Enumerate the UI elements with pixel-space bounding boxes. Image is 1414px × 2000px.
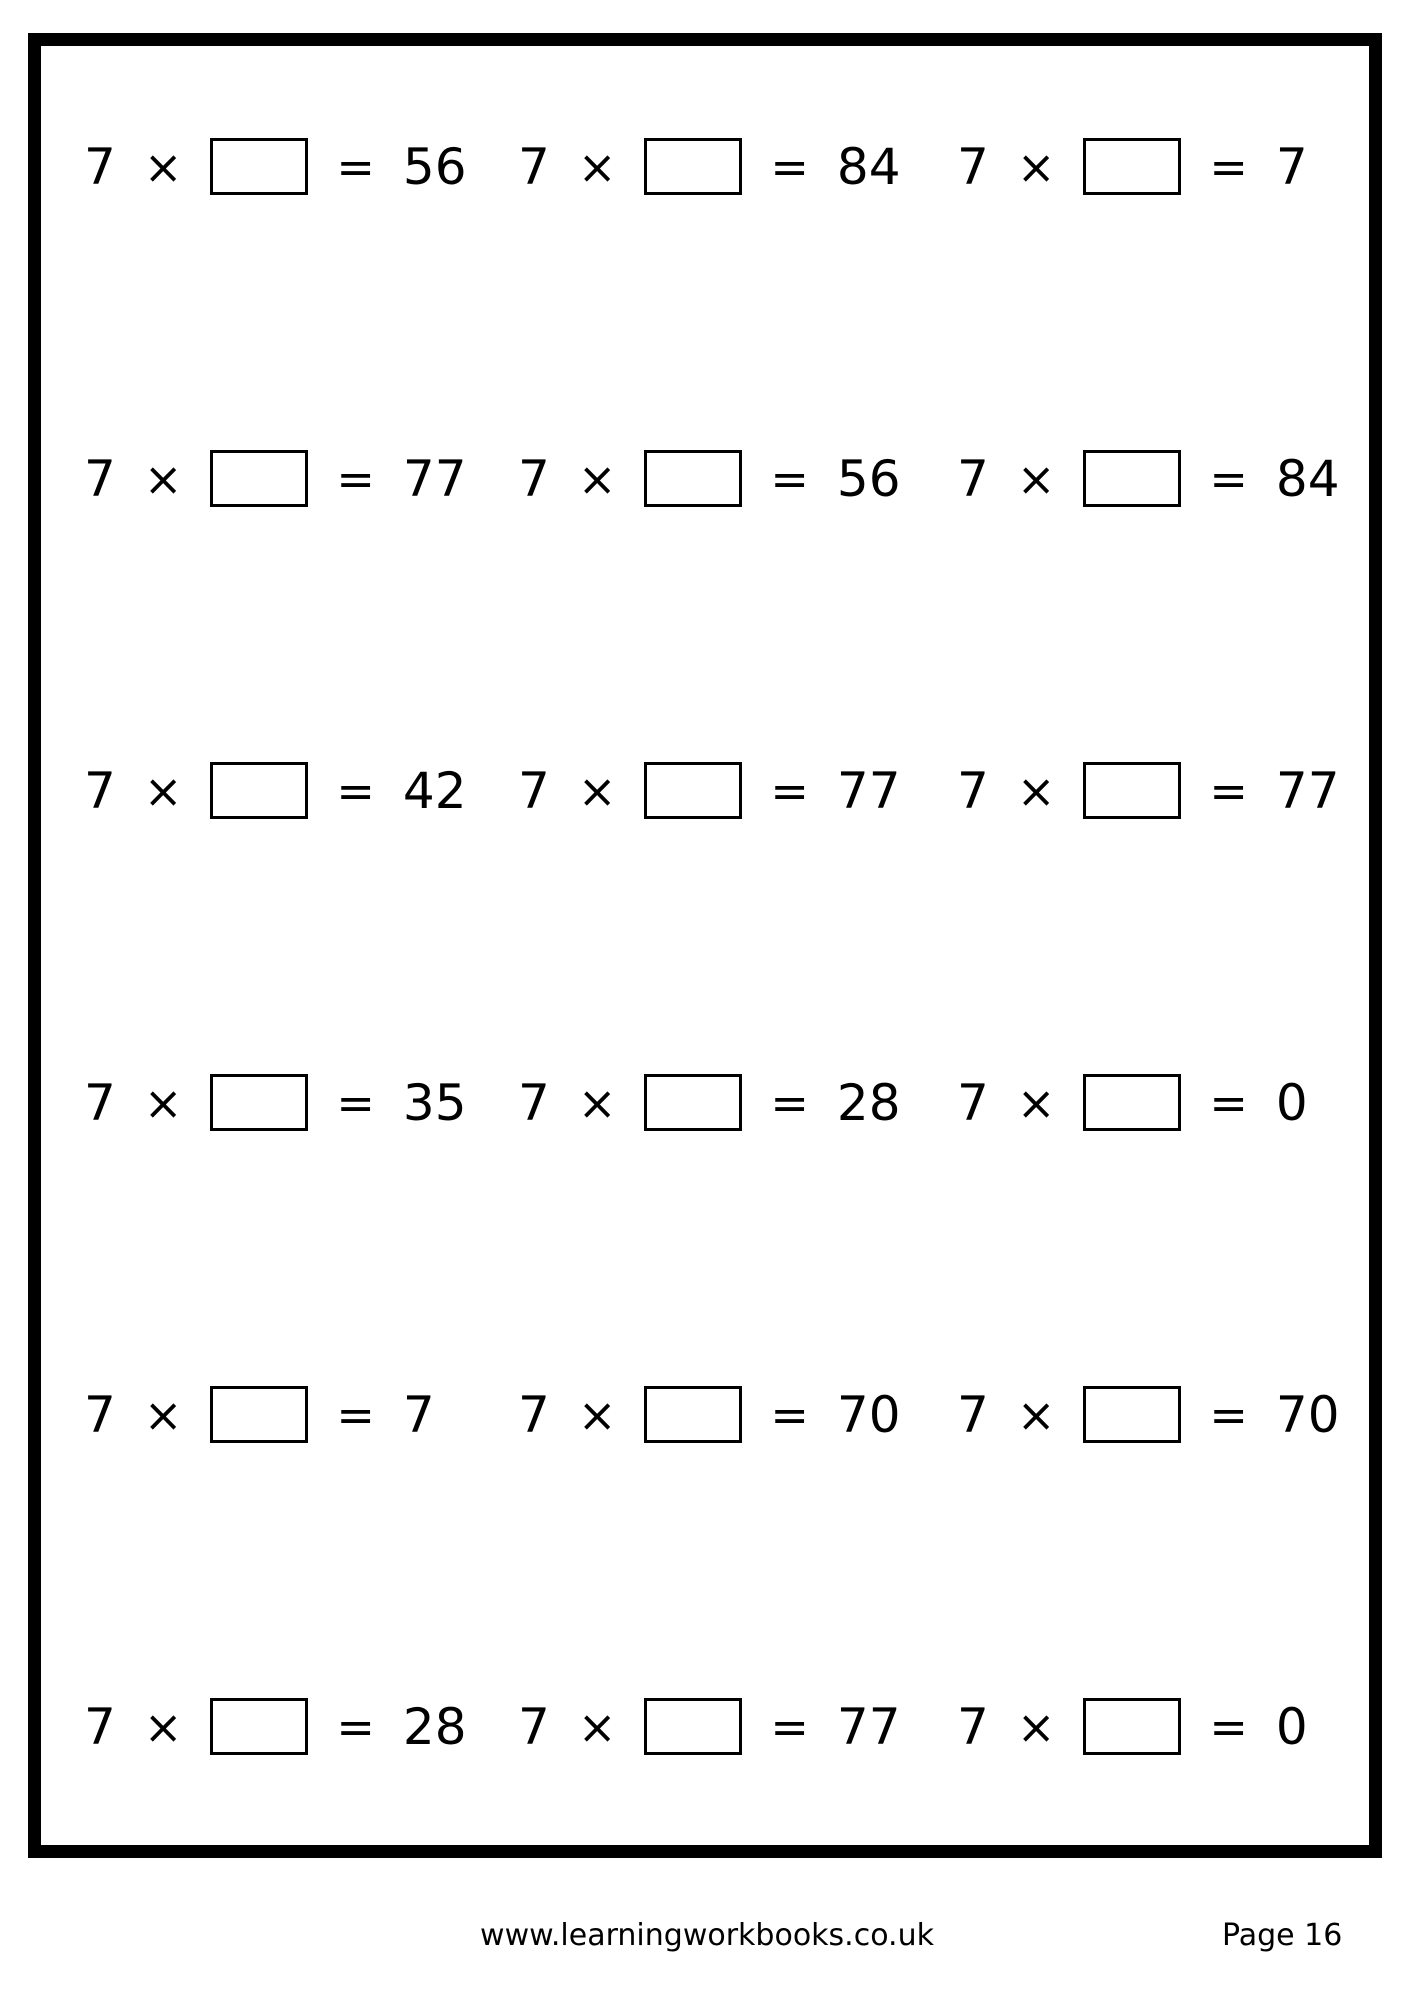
answer-box[interactable] — [644, 1698, 742, 1755]
multiplication-problem — [518, 1074, 901, 1131]
equals-symbol: = — [770, 451, 809, 506]
product: 84 — [1275, 449, 1340, 508]
product: 77 — [1275, 761, 1340, 820]
equals-symbol: = — [1209, 1075, 1248, 1130]
times-symbol: × — [577, 763, 617, 818]
multiplicand: 7 — [957, 449, 989, 508]
multiplication-problem — [957, 762, 1340, 819]
multiplicand: 7 — [518, 1073, 550, 1132]
multiplicand: 7 — [84, 449, 116, 508]
multiplication-problem — [84, 1074, 467, 1131]
times-symbol: × — [577, 1075, 617, 1130]
product: 56 — [402, 137, 467, 196]
times-symbol: × — [577, 1387, 617, 1442]
answer-box[interactable] — [644, 138, 742, 195]
answer-box[interactable] — [1083, 138, 1181, 195]
times-symbol: × — [1016, 763, 1056, 818]
product: 35 — [402, 1073, 467, 1132]
website-url: www.learningworkbooks.co.uk — [480, 1918, 934, 1953]
multiplication-problem — [518, 138, 901, 195]
multiplicand: 7 — [84, 1385, 116, 1444]
product: 70 — [1275, 1385, 1340, 1444]
equals-symbol: = — [1209, 763, 1248, 818]
multiplicand: 7 — [957, 1073, 989, 1132]
answer-box[interactable] — [644, 450, 742, 507]
times-symbol: × — [143, 451, 183, 506]
equals-symbol: = — [336, 1699, 375, 1754]
answer-box[interactable] — [1083, 1386, 1181, 1443]
multiplication-problem — [518, 1698, 901, 1755]
times-symbol: × — [143, 1387, 183, 1442]
multiplicand: 7 — [957, 761, 989, 820]
answer-box[interactable] — [210, 1386, 308, 1443]
times-symbol: × — [1016, 1075, 1056, 1130]
multiplicand: 7 — [518, 761, 550, 820]
multiplication-problem — [957, 1698, 1308, 1755]
product: 0 — [1275, 1073, 1308, 1132]
answer-box[interactable] — [210, 1074, 308, 1131]
multiplicand: 7 — [518, 137, 550, 196]
equals-symbol: = — [770, 1075, 809, 1130]
answer-box[interactable] — [210, 1698, 308, 1755]
equals-symbol: = — [770, 1387, 809, 1442]
multiplicand: 7 — [957, 1697, 989, 1756]
page-footer — [0, 1918, 1414, 1978]
page-frame — [28, 33, 1382, 1858]
product: 0 — [1275, 1697, 1308, 1756]
multiplicand: 7 — [84, 1697, 116, 1756]
equals-symbol: = — [770, 1699, 809, 1754]
times-symbol: × — [1016, 139, 1056, 194]
multiplication-problem — [957, 138, 1308, 195]
worksheet-row — [41, 1386, 1369, 1443]
multiplication-problem — [84, 138, 467, 195]
times-symbol: × — [577, 139, 617, 194]
multiplication-problem — [957, 450, 1340, 507]
multiplication-problem — [518, 762, 901, 819]
product: 77 — [836, 1697, 901, 1756]
product: 7 — [1275, 137, 1308, 196]
times-symbol: × — [143, 763, 183, 818]
multiplication-problem — [957, 1074, 1308, 1131]
times-symbol: × — [577, 1699, 617, 1754]
product: 28 — [836, 1073, 901, 1132]
multiplicand: 7 — [518, 449, 550, 508]
equals-symbol: = — [770, 763, 809, 818]
multiplication-problem — [84, 1386, 435, 1443]
equals-symbol: = — [336, 139, 375, 194]
answer-box[interactable] — [1083, 762, 1181, 819]
equals-symbol: = — [1209, 1699, 1248, 1754]
multiplication-problem — [84, 762, 467, 819]
times-symbol: × — [1016, 1387, 1056, 1442]
times-symbol: × — [143, 1699, 183, 1754]
answer-box[interactable] — [1083, 450, 1181, 507]
product: 84 — [836, 137, 901, 196]
multiplicand: 7 — [518, 1697, 550, 1756]
worksheet-row — [41, 1074, 1369, 1131]
equals-symbol: = — [336, 451, 375, 506]
multiplication-problem — [518, 1386, 901, 1443]
equals-symbol: = — [1209, 139, 1248, 194]
answer-box[interactable] — [644, 1386, 742, 1443]
worksheet-row — [41, 1698, 1369, 1755]
worksheet-row — [41, 762, 1369, 819]
product: 70 — [836, 1385, 901, 1444]
multiplicand: 7 — [84, 137, 116, 196]
worksheet-row — [41, 450, 1369, 507]
multiplicand: 7 — [84, 1073, 116, 1132]
answer-box[interactable] — [644, 1074, 742, 1131]
answer-box[interactable] — [210, 138, 308, 195]
answer-box[interactable] — [210, 450, 308, 507]
product: 77 — [836, 761, 901, 820]
product: 28 — [402, 1697, 467, 1756]
multiplication-problem — [84, 450, 467, 507]
equals-symbol: = — [336, 1387, 375, 1442]
times-symbol: × — [1016, 1699, 1056, 1754]
equals-symbol: = — [336, 1075, 375, 1130]
equals-symbol: = — [1209, 451, 1248, 506]
multiplicand: 7 — [84, 761, 116, 820]
multiplication-problem — [84, 1698, 467, 1755]
times-symbol: × — [577, 451, 617, 506]
times-symbol: × — [143, 139, 183, 194]
answer-box[interactable] — [1083, 1074, 1181, 1131]
times-symbol: × — [143, 1075, 183, 1130]
multiplicand: 7 — [957, 137, 989, 196]
product: 77 — [402, 449, 467, 508]
equals-symbol: = — [770, 139, 809, 194]
page-number: Page 16 — [1222, 1918, 1343, 1953]
answer-box[interactable] — [644, 762, 742, 819]
product: 56 — [836, 449, 901, 508]
times-symbol: × — [1016, 451, 1056, 506]
equals-symbol: = — [1209, 1387, 1248, 1442]
multiplication-problem — [518, 450, 901, 507]
answer-box[interactable] — [1083, 1698, 1181, 1755]
worksheet-row — [41, 138, 1369, 195]
multiplicand: 7 — [957, 1385, 989, 1444]
product: 7 — [402, 1385, 435, 1444]
multiplication-problem — [957, 1386, 1340, 1443]
product: 42 — [402, 761, 467, 820]
answer-box[interactable] — [210, 762, 308, 819]
equals-symbol: = — [336, 763, 375, 818]
multiplicand: 7 — [518, 1385, 550, 1444]
